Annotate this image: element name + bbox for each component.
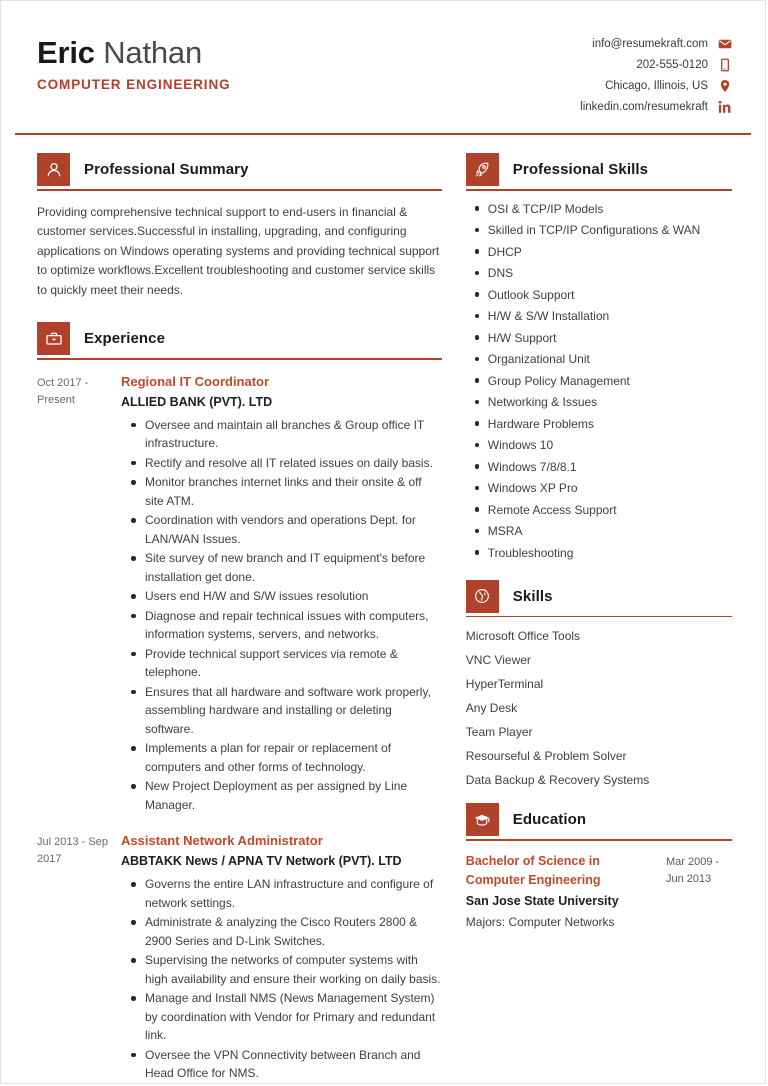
experience-date: Oct 2017 - Present <box>37 376 89 406</box>
left-column <box>1 153 460 1084</box>
section-rule <box>37 358 442 360</box>
list-item: H/W Support <box>488 329 732 347</box>
list-item: Ensures that all hardware and software work properly, assembling hardware and installing or deleting software. <box>145 683 442 739</box>
list-item: Any Desk <box>465 701 518 715</box>
education-details <box>466 852 666 932</box>
experience-bullets <box>121 875 442 1083</box>
location-text: Chicago, Illinois, US <box>605 80 708 92</box>
education-entry <box>466 852 732 932</box>
professional-skills-list <box>466 200 732 562</box>
section-experience <box>37 322 442 1084</box>
list-item: Oversee and maintain all branches & Group office IT infrastructure. <box>145 416 442 453</box>
professional-summary-text: Providing comprehensive technical support to end-users in financial & customer services.Successful in installing, upgrading, and configuring applications on Windows operating systems and providing technical support to optimize workflows.Excellent troubleshooting and customer service skills to quickly meet their needs. <box>37 204 440 297</box>
list-item: Manage and Install NMS (News Management System) by coordination with Vendor for Primary and redundant link. <box>145 989 442 1045</box>
graduation-cap-icon <box>466 803 499 836</box>
list-item: Diagnose and repair technical issues with computers, information systems, servers, and networks. <box>145 607 442 644</box>
contact-item-linkedin[interactable] <box>580 99 732 115</box>
list-item: Governs the entire LAN infrastructure and configure of network settings. <box>145 875 442 912</box>
experience-entry <box>37 832 442 1084</box>
list-item: DNS <box>488 264 732 282</box>
email-text: info@resumekraft.com <box>592 38 708 50</box>
list-item: Remote Access Support <box>488 501 732 519</box>
section-title: Experience <box>84 330 166 347</box>
section-rule <box>466 616 732 618</box>
list-item: H/W & S/W Installation <box>488 307 732 325</box>
experience-role: Assistant Network Administrator <box>121 833 323 848</box>
linkedin-text: linkedin.com/resumekraft <box>580 101 708 113</box>
experience-details <box>121 832 442 1084</box>
section-header-professional-skills <box>466 153 732 186</box>
section-rule <box>466 839 732 841</box>
section-header-experience <box>37 322 442 355</box>
experience-details <box>121 373 442 816</box>
contact-item-phone[interactable] <box>580 57 732 73</box>
list-item: Windows XP Pro <box>488 479 732 497</box>
rocket-icon <box>466 153 499 186</box>
right-column <box>460 153 765 1084</box>
experience-role: Regional IT Coordinator <box>121 373 270 389</box>
list-item: DHCP <box>488 243 732 261</box>
name-block <box>37 29 231 92</box>
list-item: Coordination with vendors and operations Dept. for LAN/WAN Issues. <box>145 511 442 548</box>
section-professional-skills <box>466 153 732 562</box>
list-item: Team Player <box>465 725 533 739</box>
section-header-skills <box>466 580 732 613</box>
list-item: Supervising the networks of computer systems with high availability and ensure their working on daily basis. <box>145 951 442 988</box>
location-pin-icon <box>718 79 732 93</box>
section-skills <box>466 580 732 790</box>
page-title <box>37 35 231 71</box>
section-title: Professional Skills <box>512 161 649 178</box>
list-item: Site survey of new branch and IT equipment's before installation get done. <box>145 549 442 586</box>
list-item: Organizational Unit <box>488 350 732 368</box>
list-item: Group Policy Management <box>488 372 732 390</box>
linkedin-icon <box>718 100 732 114</box>
list-item: New Project Deployment as per assigned by Line Manager. <box>145 777 442 814</box>
section-rule <box>37 189 442 191</box>
education-school: San Jose State University <box>465 893 619 908</box>
list-item: HyperTerminal <box>465 677 544 691</box>
list-item: Monitor branches internet links and their onsite & off site ATM. <box>145 473 442 510</box>
section-header-education <box>466 803 732 836</box>
list-item: OSI & TCP/IP Models <box>488 200 732 218</box>
list-item: Networking & Issues <box>488 393 732 411</box>
experience-company: ALLIED BANK (PVT). LTD <box>121 394 273 409</box>
list-item: Windows 7/8/8.1 <box>488 458 732 476</box>
globe-icon <box>466 580 499 613</box>
list-item: Microsoft Office Tools <box>465 629 581 643</box>
section-professional-summary <box>37 153 442 300</box>
section-header-professional-summary <box>37 153 442 186</box>
contact-item-email[interactable] <box>580 36 732 52</box>
list-item: Hardware Problems <box>488 415 732 433</box>
phone-text: 202-555-0120 <box>636 59 708 71</box>
person-icon <box>37 153 70 186</box>
list-item: Rectify and resolve all IT related issues on daily basis. <box>145 454 442 473</box>
phone-icon <box>718 58 732 72</box>
list-item: Data Backup & Recovery Systems <box>465 773 650 787</box>
list-item: Resourseful & Problem Solver <box>465 749 627 763</box>
list-item: MSRA <box>488 522 732 540</box>
experience-date: Jul 2013 - Sep 2017 <box>37 836 108 865</box>
job-title: COMPUTER ENGINEERING <box>37 77 231 92</box>
section-rule <box>466 189 732 191</box>
education-date: Mar 2009 - Jun 2013 <box>666 855 720 885</box>
list-item: Users end H/W and S/W issues resolution <box>145 587 442 606</box>
list-item: Troubleshooting <box>488 544 732 562</box>
list-item: Skilled in TCP/IP Configurations & WAN <box>488 221 732 239</box>
list-item: Windows 10 <box>488 436 732 454</box>
contact-block <box>580 29 732 120</box>
list-item: Provide technical support services via remote & telephone. <box>145 645 442 682</box>
list-item: Oversee the VPN Connectivity between Branch and Head Office for NMS. <box>145 1046 442 1083</box>
contact-item-location[interactable] <box>580 78 732 94</box>
resume-header <box>1 1 765 120</box>
experience-bullets <box>121 416 442 815</box>
section-education <box>466 803 732 932</box>
list-item: VNC Viewer <box>465 653 531 667</box>
section-title: Skills <box>512 587 553 605</box>
list-item: Outlook Support <box>488 286 732 304</box>
resume-body <box>1 135 765 1084</box>
skills-list <box>466 627 732 789</box>
briefcase-icon <box>37 322 70 355</box>
list-item: Implements a plan for repair or replacement of computers and other forms of technology. <box>145 739 442 776</box>
education-majors: Majors: Computer Networks <box>465 914 615 929</box>
list-item: Administrate & analyzing the Cisco Routers 2800 & 2900 Series and D-Link Switches. <box>145 913 442 950</box>
email-icon <box>718 37 732 51</box>
experience-entry <box>37 373 442 816</box>
education-degree: Bachelor of Science in Computer Engineering <box>465 853 601 887</box>
last-name: Nathan <box>103 35 202 70</box>
experience-company: ABBTAKK News / APNA TV Network (PVT). LTD <box>121 854 402 868</box>
section-title: Professional Summary <box>84 161 249 178</box>
section-title: Education <box>512 811 587 828</box>
first-name: Eric <box>37 35 95 70</box>
